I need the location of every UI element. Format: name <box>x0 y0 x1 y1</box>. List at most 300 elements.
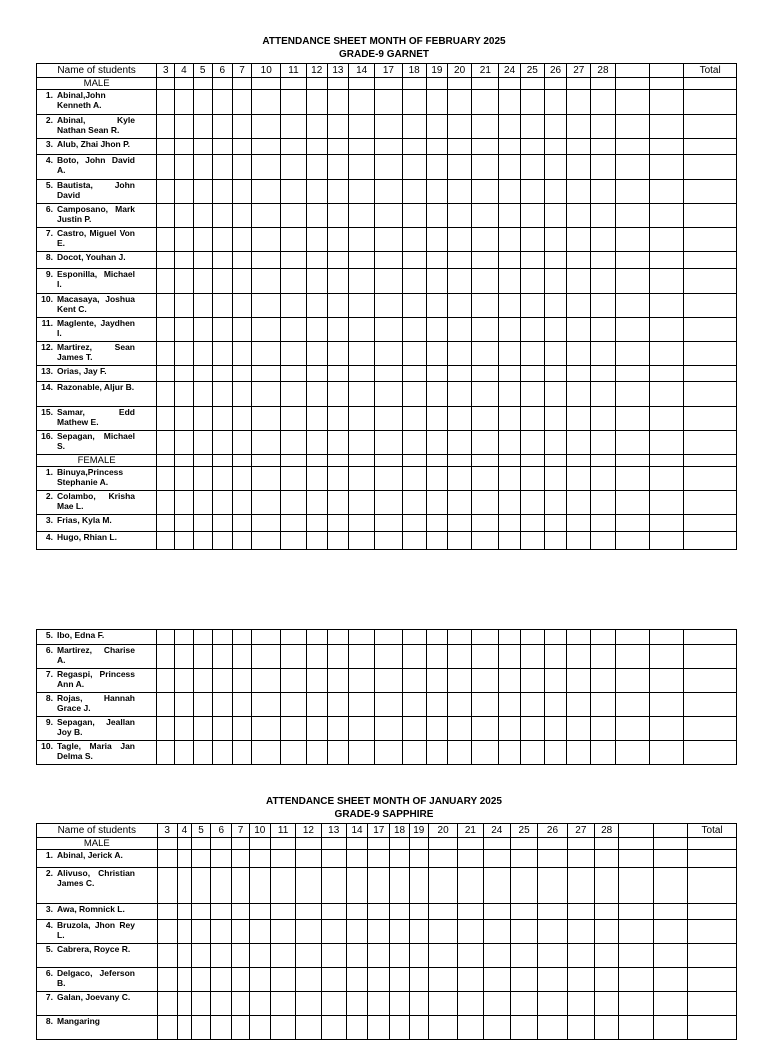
attendance-cell[interactable] <box>619 850 653 868</box>
attendance-cell[interactable] <box>447 693 471 717</box>
attendance-cell[interactable] <box>499 382 520 407</box>
attendance-cell[interactable] <box>472 366 499 382</box>
attendance-cell[interactable] <box>483 968 510 992</box>
attendance-cell[interactable] <box>447 342 471 366</box>
attendance-cell[interactable] <box>447 407 471 431</box>
attendance-cell[interactable] <box>296 904 321 920</box>
attendance-cell[interactable] <box>649 252 683 269</box>
attendance-cell[interactable] <box>349 269 375 294</box>
attendance-cell[interactable] <box>349 741 375 765</box>
attendance-cell[interactable] <box>615 90 649 115</box>
attendance-cell[interactable] <box>426 491 447 515</box>
attendance-cell[interactable] <box>349 155 375 180</box>
attendance-cell[interactable] <box>327 155 348 180</box>
attendance-cell[interactable] <box>520 630 544 645</box>
attendance-cell[interactable] <box>346 920 367 944</box>
attendance-cell[interactable] <box>458 868 483 904</box>
attendance-cell[interactable] <box>447 90 471 115</box>
attendance-cell[interactable] <box>232 868 249 904</box>
attendance-cell[interactable] <box>472 515 499 532</box>
attendance-cell[interactable] <box>177 920 191 944</box>
attendance-cell[interactable] <box>649 90 683 115</box>
attendance-cell[interactable] <box>447 717 471 741</box>
attendance-cell[interactable] <box>567 269 591 294</box>
attendance-cell[interactable] <box>232 252 251 269</box>
attendance-cell[interactable] <box>510 868 537 904</box>
attendance-cell[interactable] <box>249 904 270 920</box>
attendance-cell[interactable] <box>368 920 390 944</box>
attendance-cell[interactable] <box>499 717 520 741</box>
attendance-cell[interactable] <box>402 342 426 366</box>
attendance-cell[interactable] <box>510 850 537 868</box>
attendance-cell[interactable] <box>252 294 281 318</box>
attendance-cell[interactable] <box>426 515 447 532</box>
attendance-cell[interactable] <box>472 431 499 455</box>
attendance-cell[interactable] <box>232 532 251 550</box>
attendance-cell[interactable] <box>591 741 615 765</box>
attendance-cell[interactable] <box>281 139 306 155</box>
attendance-cell[interactable] <box>327 669 348 693</box>
attendance-cell[interactable] <box>567 318 591 342</box>
attendance-cell[interactable] <box>499 532 520 550</box>
attendance-cell[interactable] <box>402 741 426 765</box>
total-cell[interactable] <box>684 342 737 366</box>
attendance-cell[interactable] <box>306 318 327 342</box>
attendance-cell[interactable] <box>252 155 281 180</box>
attendance-cell[interactable] <box>193 467 212 491</box>
attendance-cell[interactable] <box>270 850 295 868</box>
attendance-cell[interactable] <box>615 228 649 252</box>
attendance-cell[interactable] <box>428 968 457 992</box>
attendance-cell[interactable] <box>428 944 457 968</box>
attendance-cell[interactable] <box>567 382 591 407</box>
attendance-cell[interactable] <box>615 139 649 155</box>
attendance-cell[interactable] <box>544 382 566 407</box>
attendance-cell[interactable] <box>567 850 594 868</box>
attendance-cell[interactable] <box>591 228 615 252</box>
attendance-cell[interactable] <box>595 944 619 968</box>
attendance-cell[interactable] <box>472 228 499 252</box>
attendance-cell[interactable] <box>212 139 232 155</box>
attendance-cell[interactable] <box>375 645 402 669</box>
attendance-cell[interactable] <box>649 717 683 741</box>
attendance-cell[interactable] <box>306 342 327 366</box>
attendance-cell[interactable] <box>211 920 232 944</box>
attendance-cell[interactable] <box>157 944 177 968</box>
attendance-cell[interactable] <box>447 630 471 645</box>
attendance-cell[interactable] <box>212 630 232 645</box>
attendance-cell[interactable] <box>390 920 409 944</box>
attendance-cell[interactable] <box>375 532 402 550</box>
attendance-cell[interactable] <box>402 407 426 431</box>
attendance-cell[interactable] <box>306 431 327 455</box>
attendance-cell[interactable] <box>520 90 544 115</box>
attendance-cell[interactable] <box>349 515 375 532</box>
attendance-cell[interactable] <box>306 407 327 431</box>
attendance-cell[interactable] <box>402 115 426 139</box>
attendance-cell[interactable] <box>252 645 281 669</box>
attendance-cell[interactable] <box>591 294 615 318</box>
attendance-cell[interactable] <box>472 741 499 765</box>
attendance-cell[interactable] <box>544 90 566 115</box>
attendance-cell[interactable] <box>499 366 520 382</box>
attendance-cell[interactable] <box>426 669 447 693</box>
attendance-cell[interactable] <box>157 431 175 455</box>
attendance-cell[interactable] <box>499 491 520 515</box>
attendance-cell[interactable] <box>426 294 447 318</box>
attendance-cell[interactable] <box>615 342 649 366</box>
attendance-cell[interactable] <box>349 342 375 366</box>
total-cell[interactable] <box>684 294 737 318</box>
attendance-cell[interactable] <box>544 269 566 294</box>
attendance-cell[interactable] <box>281 431 306 455</box>
attendance-cell[interactable] <box>402 269 426 294</box>
attendance-cell[interactable] <box>402 645 426 669</box>
attendance-cell[interactable] <box>520 669 544 693</box>
attendance-cell[interactable] <box>538 992 567 1016</box>
attendance-cell[interactable] <box>567 532 591 550</box>
attendance-cell[interactable] <box>538 850 567 868</box>
total-cell[interactable] <box>684 155 737 180</box>
attendance-cell[interactable] <box>193 645 212 669</box>
attendance-cell[interactable] <box>281 532 306 550</box>
attendance-cell[interactable] <box>306 491 327 515</box>
attendance-cell[interactable] <box>375 180 402 204</box>
attendance-cell[interactable] <box>281 228 306 252</box>
attendance-cell[interactable] <box>472 155 499 180</box>
attendance-cell[interactable] <box>212 532 232 550</box>
attendance-cell[interactable] <box>447 318 471 342</box>
attendance-cell[interactable] <box>591 491 615 515</box>
attendance-cell[interactable] <box>567 228 591 252</box>
attendance-cell[interactable] <box>375 431 402 455</box>
attendance-cell[interactable] <box>232 904 249 920</box>
total-cell[interactable] <box>684 318 737 342</box>
attendance-cell[interactable] <box>375 90 402 115</box>
attendance-cell[interactable] <box>409 968 428 992</box>
attendance-cell[interactable] <box>447 139 471 155</box>
total-cell[interactable] <box>688 904 737 920</box>
attendance-cell[interactable] <box>191 868 210 904</box>
attendance-cell[interactable] <box>390 944 409 968</box>
attendance-cell[interactable] <box>296 992 321 1016</box>
attendance-cell[interactable] <box>472 532 499 550</box>
attendance-cell[interactable] <box>212 228 232 252</box>
attendance-cell[interactable] <box>252 318 281 342</box>
attendance-cell[interactable] <box>175 366 193 382</box>
attendance-cell[interactable] <box>327 382 348 407</box>
attendance-cell[interactable] <box>544 139 566 155</box>
attendance-cell[interactable] <box>472 342 499 366</box>
attendance-cell[interactable] <box>544 693 566 717</box>
attendance-cell[interactable] <box>157 693 175 717</box>
attendance-cell[interactable] <box>349 467 375 491</box>
attendance-cell[interactable] <box>472 139 499 155</box>
attendance-cell[interactable] <box>615 515 649 532</box>
attendance-cell[interactable] <box>615 155 649 180</box>
attendance-cell[interactable] <box>520 382 544 407</box>
attendance-cell[interactable] <box>249 944 270 968</box>
attendance-cell[interactable] <box>270 944 295 968</box>
attendance-cell[interactable] <box>157 868 177 904</box>
attendance-cell[interactable] <box>212 467 232 491</box>
total-cell[interactable] <box>684 204 737 228</box>
attendance-cell[interactable] <box>306 467 327 491</box>
attendance-cell[interactable] <box>426 717 447 741</box>
total-cell[interactable] <box>684 693 737 717</box>
attendance-cell[interactable] <box>483 992 510 1016</box>
attendance-cell[interactable] <box>591 532 615 550</box>
attendance-cell[interactable] <box>649 630 683 645</box>
attendance-cell[interactable] <box>544 366 566 382</box>
attendance-cell[interactable] <box>193 407 212 431</box>
attendance-cell[interactable] <box>615 366 649 382</box>
attendance-cell[interactable] <box>544 155 566 180</box>
attendance-cell[interactable] <box>510 968 537 992</box>
attendance-cell[interactable] <box>426 180 447 204</box>
attendance-cell[interactable] <box>402 90 426 115</box>
attendance-cell[interactable] <box>157 269 175 294</box>
attendance-cell[interactable] <box>544 431 566 455</box>
attendance-cell[interactable] <box>426 366 447 382</box>
attendance-cell[interactable] <box>447 269 471 294</box>
attendance-cell[interactable] <box>653 850 687 868</box>
attendance-cell[interactable] <box>252 741 281 765</box>
attendance-cell[interactable] <box>191 920 210 944</box>
attendance-cell[interactable] <box>211 992 232 1016</box>
attendance-cell[interactable] <box>349 318 375 342</box>
attendance-cell[interactable] <box>426 269 447 294</box>
attendance-cell[interactable] <box>281 294 306 318</box>
attendance-cell[interactable] <box>281 693 306 717</box>
attendance-cell[interactable] <box>591 115 615 139</box>
attendance-cell[interactable] <box>232 204 251 228</box>
attendance-cell[interactable] <box>472 180 499 204</box>
attendance-cell[interactable] <box>499 204 520 228</box>
attendance-cell[interactable] <box>375 467 402 491</box>
attendance-cell[interactable] <box>306 645 327 669</box>
attendance-cell[interactable] <box>472 630 499 645</box>
attendance-cell[interactable] <box>544 491 566 515</box>
attendance-cell[interactable] <box>349 532 375 550</box>
attendance-cell[interactable] <box>426 382 447 407</box>
attendance-cell[interactable] <box>499 252 520 269</box>
attendance-cell[interactable] <box>157 515 175 532</box>
attendance-cell[interactable] <box>296 868 321 904</box>
attendance-cell[interactable] <box>409 868 428 904</box>
attendance-cell[interactable] <box>402 693 426 717</box>
attendance-cell[interactable] <box>175 155 193 180</box>
attendance-cell[interactable] <box>211 944 232 968</box>
attendance-cell[interactable] <box>175 515 193 532</box>
attendance-cell[interactable] <box>567 431 591 455</box>
attendance-cell[interactable] <box>327 269 348 294</box>
attendance-cell[interactable] <box>296 920 321 944</box>
attendance-cell[interactable] <box>402 491 426 515</box>
attendance-cell[interactable] <box>368 904 390 920</box>
attendance-cell[interactable] <box>193 155 212 180</box>
attendance-cell[interactable] <box>327 139 348 155</box>
attendance-cell[interactable] <box>281 741 306 765</box>
attendance-cell[interactable] <box>281 669 306 693</box>
attendance-cell[interactable] <box>281 515 306 532</box>
attendance-cell[interactable] <box>306 180 327 204</box>
attendance-cell[interactable] <box>538 1016 567 1040</box>
attendance-cell[interactable] <box>193 431 212 455</box>
attendance-cell[interactable] <box>544 318 566 342</box>
attendance-cell[interactable] <box>538 868 567 904</box>
attendance-cell[interactable] <box>472 717 499 741</box>
attendance-cell[interactable] <box>327 252 348 269</box>
attendance-cell[interactable] <box>567 139 591 155</box>
attendance-cell[interactable] <box>390 868 409 904</box>
attendance-cell[interactable] <box>157 228 175 252</box>
attendance-cell[interactable] <box>157 1016 177 1040</box>
attendance-cell[interactable] <box>458 850 483 868</box>
attendance-cell[interactable] <box>212 252 232 269</box>
attendance-cell[interactable] <box>483 850 510 868</box>
total-cell[interactable] <box>684 115 737 139</box>
attendance-cell[interactable] <box>177 944 191 968</box>
attendance-cell[interactable] <box>426 467 447 491</box>
attendance-cell[interactable] <box>157 318 175 342</box>
attendance-cell[interactable] <box>193 180 212 204</box>
attendance-cell[interactable] <box>447 366 471 382</box>
attendance-cell[interactable] <box>472 252 499 269</box>
attendance-cell[interactable] <box>409 992 428 1016</box>
attendance-cell[interactable] <box>426 431 447 455</box>
attendance-cell[interactable] <box>499 407 520 431</box>
attendance-cell[interactable] <box>615 431 649 455</box>
attendance-cell[interactable] <box>499 115 520 139</box>
attendance-cell[interactable] <box>653 920 687 944</box>
attendance-cell[interactable] <box>402 669 426 693</box>
attendance-cell[interactable] <box>447 532 471 550</box>
attendance-cell[interactable] <box>232 515 251 532</box>
attendance-cell[interactable] <box>193 382 212 407</box>
total-cell[interactable] <box>684 139 737 155</box>
total-cell[interactable] <box>688 944 737 968</box>
attendance-cell[interactable] <box>281 155 306 180</box>
attendance-cell[interactable] <box>538 920 567 944</box>
attendance-cell[interactable] <box>327 717 348 741</box>
attendance-cell[interactable] <box>252 139 281 155</box>
attendance-cell[interactable] <box>591 318 615 342</box>
attendance-cell[interactable] <box>375 269 402 294</box>
attendance-cell[interactable] <box>567 1016 594 1040</box>
attendance-cell[interactable] <box>252 491 281 515</box>
attendance-cell[interactable] <box>346 868 367 904</box>
attendance-cell[interactable] <box>402 180 426 204</box>
attendance-cell[interactable] <box>177 968 191 992</box>
attendance-cell[interactable] <box>653 968 687 992</box>
attendance-cell[interactable] <box>157 294 175 318</box>
attendance-cell[interactable] <box>232 294 251 318</box>
attendance-cell[interactable] <box>649 204 683 228</box>
attendance-cell[interactable] <box>327 467 348 491</box>
attendance-cell[interactable] <box>212 115 232 139</box>
attendance-cell[interactable] <box>390 850 409 868</box>
attendance-cell[interactable] <box>538 944 567 968</box>
attendance-cell[interactable] <box>252 467 281 491</box>
attendance-cell[interactable] <box>193 630 212 645</box>
attendance-cell[interactable] <box>157 342 175 366</box>
total-cell[interactable] <box>684 431 737 455</box>
attendance-cell[interactable] <box>375 717 402 741</box>
total-cell[interactable] <box>684 630 737 645</box>
attendance-cell[interactable] <box>615 669 649 693</box>
attendance-cell[interactable] <box>426 342 447 366</box>
attendance-cell[interactable] <box>567 115 591 139</box>
attendance-cell[interactable] <box>232 90 251 115</box>
attendance-cell[interactable] <box>649 366 683 382</box>
attendance-cell[interactable] <box>649 294 683 318</box>
attendance-cell[interactable] <box>499 269 520 294</box>
attendance-cell[interactable] <box>544 717 566 741</box>
total-cell[interactable] <box>684 407 737 431</box>
attendance-cell[interactable] <box>212 741 232 765</box>
attendance-cell[interactable] <box>402 467 426 491</box>
attendance-cell[interactable] <box>349 431 375 455</box>
attendance-cell[interactable] <box>447 252 471 269</box>
attendance-cell[interactable] <box>327 645 348 669</box>
attendance-cell[interactable] <box>409 904 428 920</box>
attendance-cell[interactable] <box>375 139 402 155</box>
attendance-cell[interactable] <box>472 269 499 294</box>
attendance-cell[interactable] <box>327 90 348 115</box>
attendance-cell[interactable] <box>306 669 327 693</box>
attendance-cell[interactable] <box>615 693 649 717</box>
attendance-cell[interactable] <box>591 669 615 693</box>
attendance-cell[interactable] <box>327 630 348 645</box>
attendance-cell[interactable] <box>649 467 683 491</box>
attendance-cell[interactable] <box>212 669 232 693</box>
attendance-cell[interactable] <box>472 204 499 228</box>
attendance-cell[interactable] <box>212 491 232 515</box>
attendance-cell[interactable] <box>327 115 348 139</box>
attendance-cell[interactable] <box>232 850 249 868</box>
attendance-cell[interactable] <box>175 90 193 115</box>
attendance-cell[interactable] <box>211 868 232 904</box>
attendance-cell[interactable] <box>615 382 649 407</box>
attendance-cell[interactable] <box>520 366 544 382</box>
attendance-cell[interactable] <box>327 741 348 765</box>
attendance-cell[interactable] <box>211 850 232 868</box>
attendance-cell[interactable] <box>390 1016 409 1040</box>
total-cell[interactable] <box>684 717 737 741</box>
attendance-cell[interactable] <box>567 155 591 180</box>
attendance-cell[interactable] <box>157 155 175 180</box>
attendance-cell[interactable] <box>349 669 375 693</box>
attendance-cell[interactable] <box>649 139 683 155</box>
attendance-cell[interactable] <box>426 252 447 269</box>
attendance-cell[interactable] <box>375 204 402 228</box>
attendance-cell[interactable] <box>499 90 520 115</box>
total-cell[interactable] <box>684 228 737 252</box>
attendance-cell[interactable] <box>175 693 193 717</box>
attendance-cell[interactable] <box>615 252 649 269</box>
attendance-cell[interactable] <box>426 407 447 431</box>
attendance-cell[interactable] <box>544 228 566 252</box>
attendance-cell[interactable] <box>249 968 270 992</box>
attendance-cell[interactable] <box>193 693 212 717</box>
total-cell[interactable] <box>684 491 737 515</box>
attendance-cell[interactable] <box>591 204 615 228</box>
attendance-cell[interactable] <box>426 693 447 717</box>
attendance-cell[interactable] <box>249 868 270 904</box>
attendance-cell[interactable] <box>499 228 520 252</box>
attendance-cell[interactable] <box>520 269 544 294</box>
